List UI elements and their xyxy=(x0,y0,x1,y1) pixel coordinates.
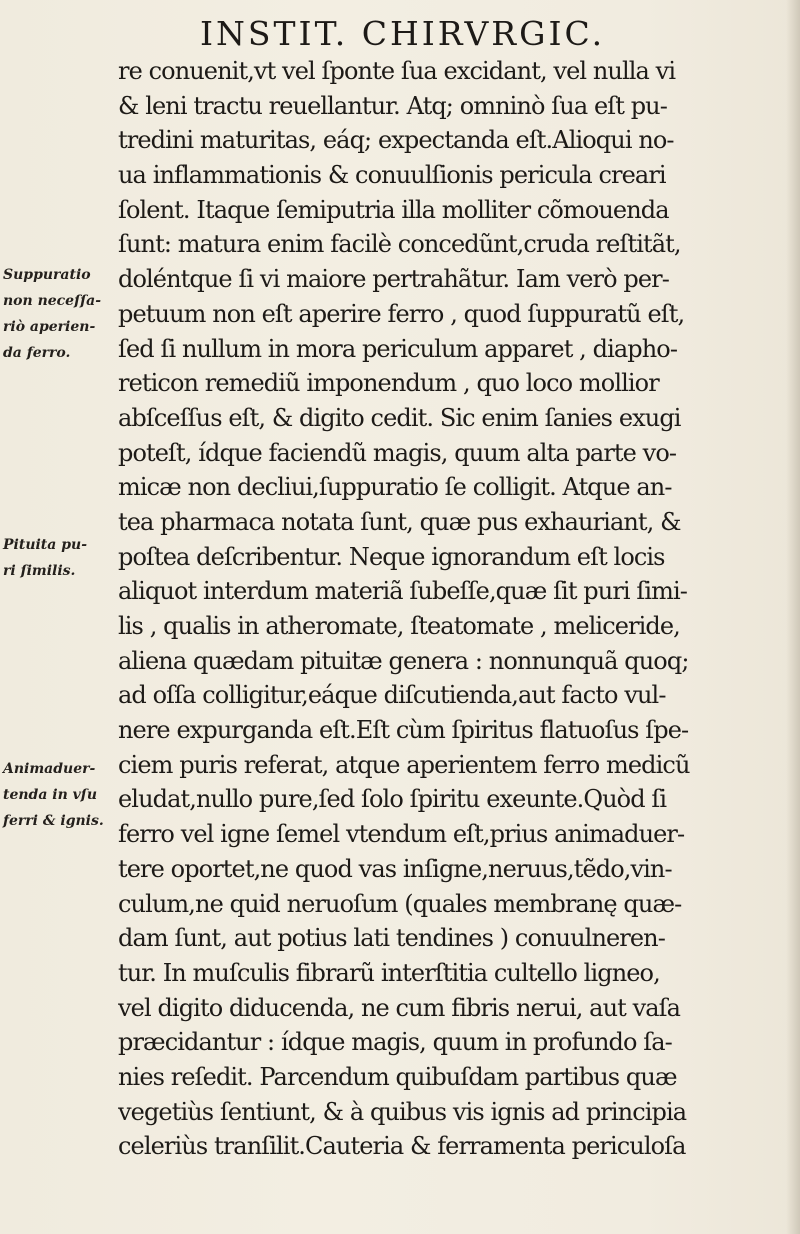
margin-note-line: ferri & ignis. xyxy=(3,813,104,829)
text-line: aliquot interdum materiã ſubeſſe,quæ ſit puri ſimi- xyxy=(118,577,688,606)
text-line: ua inflammationis & conuulſionis pericula creari xyxy=(118,161,666,190)
text-line: doléntque ſi vi maiore pertrahãtur. Iam verò per- xyxy=(118,265,669,294)
text-line: petuum non eſt aperire ferro , quod ſuppuratũ eſt, xyxy=(118,299,685,328)
text-line: & leni tractu reuellantur. Atq; omninò ſua eſt pu- xyxy=(118,91,667,120)
main-text-block xyxy=(118,54,790,1164)
margin-note-line: non neceſſa- xyxy=(3,293,102,309)
text-line: reticon remediũ imponendum , quo loco mollior xyxy=(118,369,659,398)
text-line: lis , qualis in atheromate, ſteatomate , meliceride, xyxy=(118,612,680,640)
margin-note-line: Suppuratio xyxy=(3,267,91,283)
margin-note-animaduertenda xyxy=(3,756,115,834)
text-line: ſunt: matura enim facilè concedũnt,cruda reſtitãt, xyxy=(118,230,681,259)
text-line: ſolent. Itaque ſemiputria illa molliter cõmouenda xyxy=(118,195,669,224)
text-line: re conuenit,vt vel ſponte ſua excidant, vel nulla vi xyxy=(118,57,676,85)
text-line: poſtea deſcribentur. Neque ignorandum eſt locis xyxy=(118,542,665,571)
text-line: ferro vel igne ſemel vtendum eſt,prius animaduer- xyxy=(118,820,685,849)
text-line: micæ non decliui,ſuppuratio ſe colligit. Atque an- xyxy=(118,473,672,502)
margin-note-pituita xyxy=(3,532,115,584)
text-line: ciem puris referat, atque aperientem ferro medicũ xyxy=(118,750,690,779)
text-line: nere expurganda eſt.Eſt cùm ſpiritus flatuoſus ſpe- xyxy=(118,716,689,745)
margin-note-line: ri ſimilis. xyxy=(3,563,76,579)
text-line: abſceſſus eſt, & digito cedit. Sic enim ſanies exugi xyxy=(118,403,681,432)
margin-note-line: riò aperien- xyxy=(3,319,96,335)
text-line: vel digito diducenda, ne cum fibris nerui, aut vaſa xyxy=(118,993,681,1022)
text-line: ad oſſa colligitur,eáque diſcutienda,aut facto vul- xyxy=(118,681,666,710)
margin-note-line: Pituita pu- xyxy=(3,537,87,553)
margin-note-line: Animaduer- xyxy=(3,761,96,777)
text-line: tredini maturitas, eáq; expectanda eſt.Alioqui no- xyxy=(118,126,674,155)
margin-note-line: tenda in vſu xyxy=(3,787,97,803)
text-line: ſed ſi nullum in mora periculum apparet , diapho- xyxy=(118,334,678,363)
text-line: tur. In muſculis fibrarũ interſtitia cultello ligneo, xyxy=(118,958,660,987)
text-line: nies reſedit. Parcendum quibuſdam partibus quæ xyxy=(118,1062,677,1091)
text-line: tere oportet,ne quod vas inſigne,neruus,tẽdo,vin- xyxy=(118,854,672,883)
text-line: poteſt, ídque faciendũ magis, quum alta parte vo- xyxy=(118,438,677,467)
text-line: culum,ne quid neruoſum (quales membranę quæ- xyxy=(118,889,682,918)
text-line: tea pharmaca notata ſunt, quæ pus exhauriant, & xyxy=(118,507,681,536)
margin-note-suppuratio xyxy=(3,262,115,366)
text-line: aliena quædam pituitæ genera : nonnunquã quoq; xyxy=(118,646,689,675)
text-line: vegetiùs ſentiunt, & à quibus vis ignis ad principia xyxy=(118,1097,687,1126)
text-line: dam ſunt, aut potius lati tendines ) conuulneren- xyxy=(118,924,665,953)
margin-note-line: da ferro. xyxy=(3,345,71,361)
text-line: præcidantur : ídque magis, quum in profundo ſa- xyxy=(118,1028,672,1057)
running-header: INSTIT. CHIRVRGIC. xyxy=(200,14,606,53)
text-line: celeriùs tranſilit.Cauteria & ferramenta periculoſa xyxy=(118,1132,686,1161)
text-line: eludat,nullo pure,ſed ſolo ſpiritu exeunte.Quòd ſi xyxy=(118,785,667,814)
